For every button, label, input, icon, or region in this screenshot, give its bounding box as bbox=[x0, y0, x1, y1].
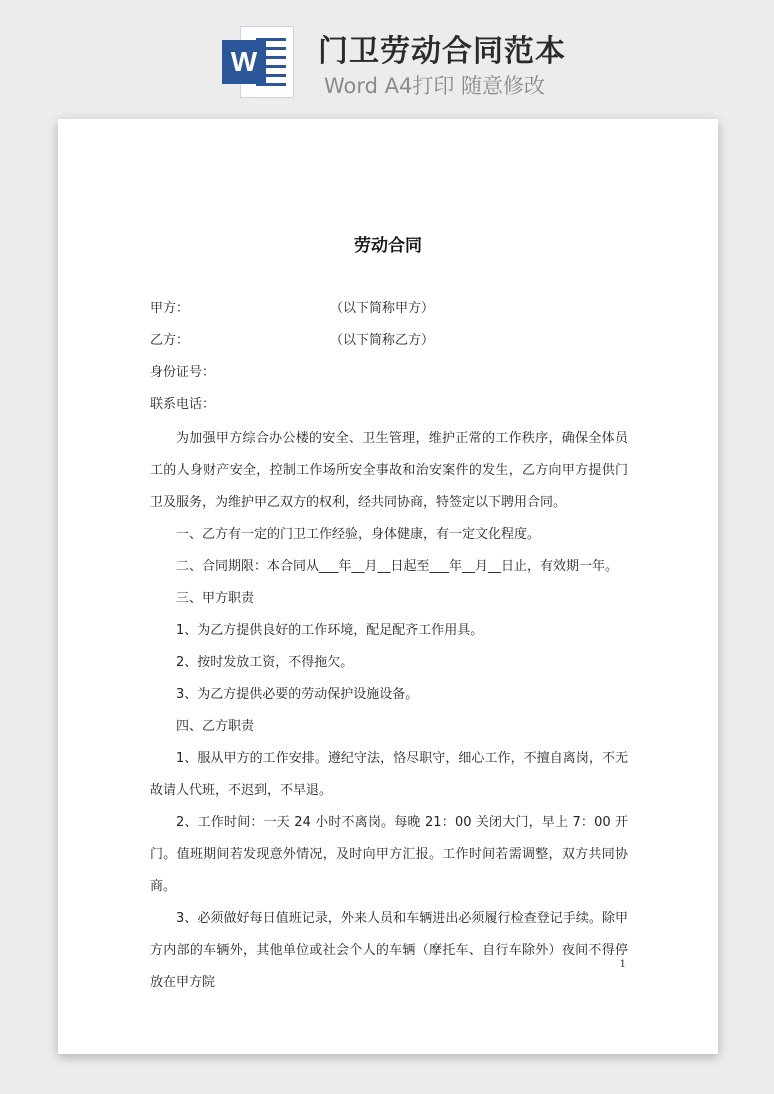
page-number: 1 bbox=[619, 959, 626, 970]
paragraph: 一、乙方有一定的门卫工作经验，身体健康，有一定文化程度。 bbox=[176, 527, 541, 542]
word-icon bbox=[222, 26, 294, 98]
paragraph: 1、为乙方提供良好的工作环境，配足配齐工作用具。 bbox=[176, 623, 484, 638]
document-body bbox=[150, 423, 628, 999]
field-party-a bbox=[150, 297, 435, 316]
paragraph: 二、合同期限：本合同从___年__月__日起至___年__月__日止，有效期一年。 bbox=[176, 559, 619, 574]
paragraph: 2、按时发放工资，不得拖欠。 bbox=[176, 655, 354, 670]
field-label: 甲方： bbox=[150, 301, 190, 316]
paragraph: 1、服从甲方的工作安排。遵纪守法，恪尽职守，细心工作，不擅自离岗，不无故请人代班，不迟到，不早退。 bbox=[150, 751, 628, 798]
paragraph: 三、甲方职责 bbox=[176, 591, 255, 606]
paragraph: 3、为乙方提供必要的劳动保护设施设备。 bbox=[176, 687, 419, 702]
page-header bbox=[0, 0, 774, 110]
field-id-number bbox=[150, 361, 215, 380]
document-title: 劳动合同 bbox=[354, 236, 422, 256]
document-page bbox=[58, 119, 718, 1054]
header-subtitle: Word A4打印 随意修改 bbox=[324, 74, 546, 98]
field-label: 乙方： bbox=[150, 333, 190, 348]
field-party-b bbox=[150, 329, 435, 348]
field-note: （以下简称甲方） bbox=[330, 301, 435, 316]
paragraph: 3、必须做好每日值班记录，外来人员和车辆进出必须履行检查登记手续。除甲方内部的车辆外，其他单位或社会个人的车辆（摩托车、自行车除外）夜间不得停放在甲方院 bbox=[150, 911, 628, 990]
field-label: 联系电话： bbox=[150, 397, 216, 412]
word-icon-letter: W bbox=[222, 40, 266, 84]
paragraph: 2、工作时间：一天 24 小时不离岗。每晚 21：00 关闭大门，早上 7：00 开门。值班期间若发现意外情况，及时向甲方汇报。工作时间若需调整，双方共同协商。 bbox=[150, 815, 628, 894]
header-title: 门卫劳动合同范本 bbox=[318, 34, 566, 69]
paragraph: 四、乙方职责 bbox=[176, 719, 255, 734]
field-note: （以下简称乙方） bbox=[330, 333, 435, 348]
field-phone bbox=[150, 393, 215, 412]
field-label: 身份证号： bbox=[150, 365, 216, 380]
paragraph: 为加强甲方综合办公楼的安全、卫生管理，维护正常的工作秩序，确保全体员工的人身财产安全，控制工作场所安全事故和治安案件的发生，乙方向甲方提供门卫及服务，为维护甲乙双方的权利，经共同协商，特签定以下聘用合同。 bbox=[150, 431, 628, 510]
